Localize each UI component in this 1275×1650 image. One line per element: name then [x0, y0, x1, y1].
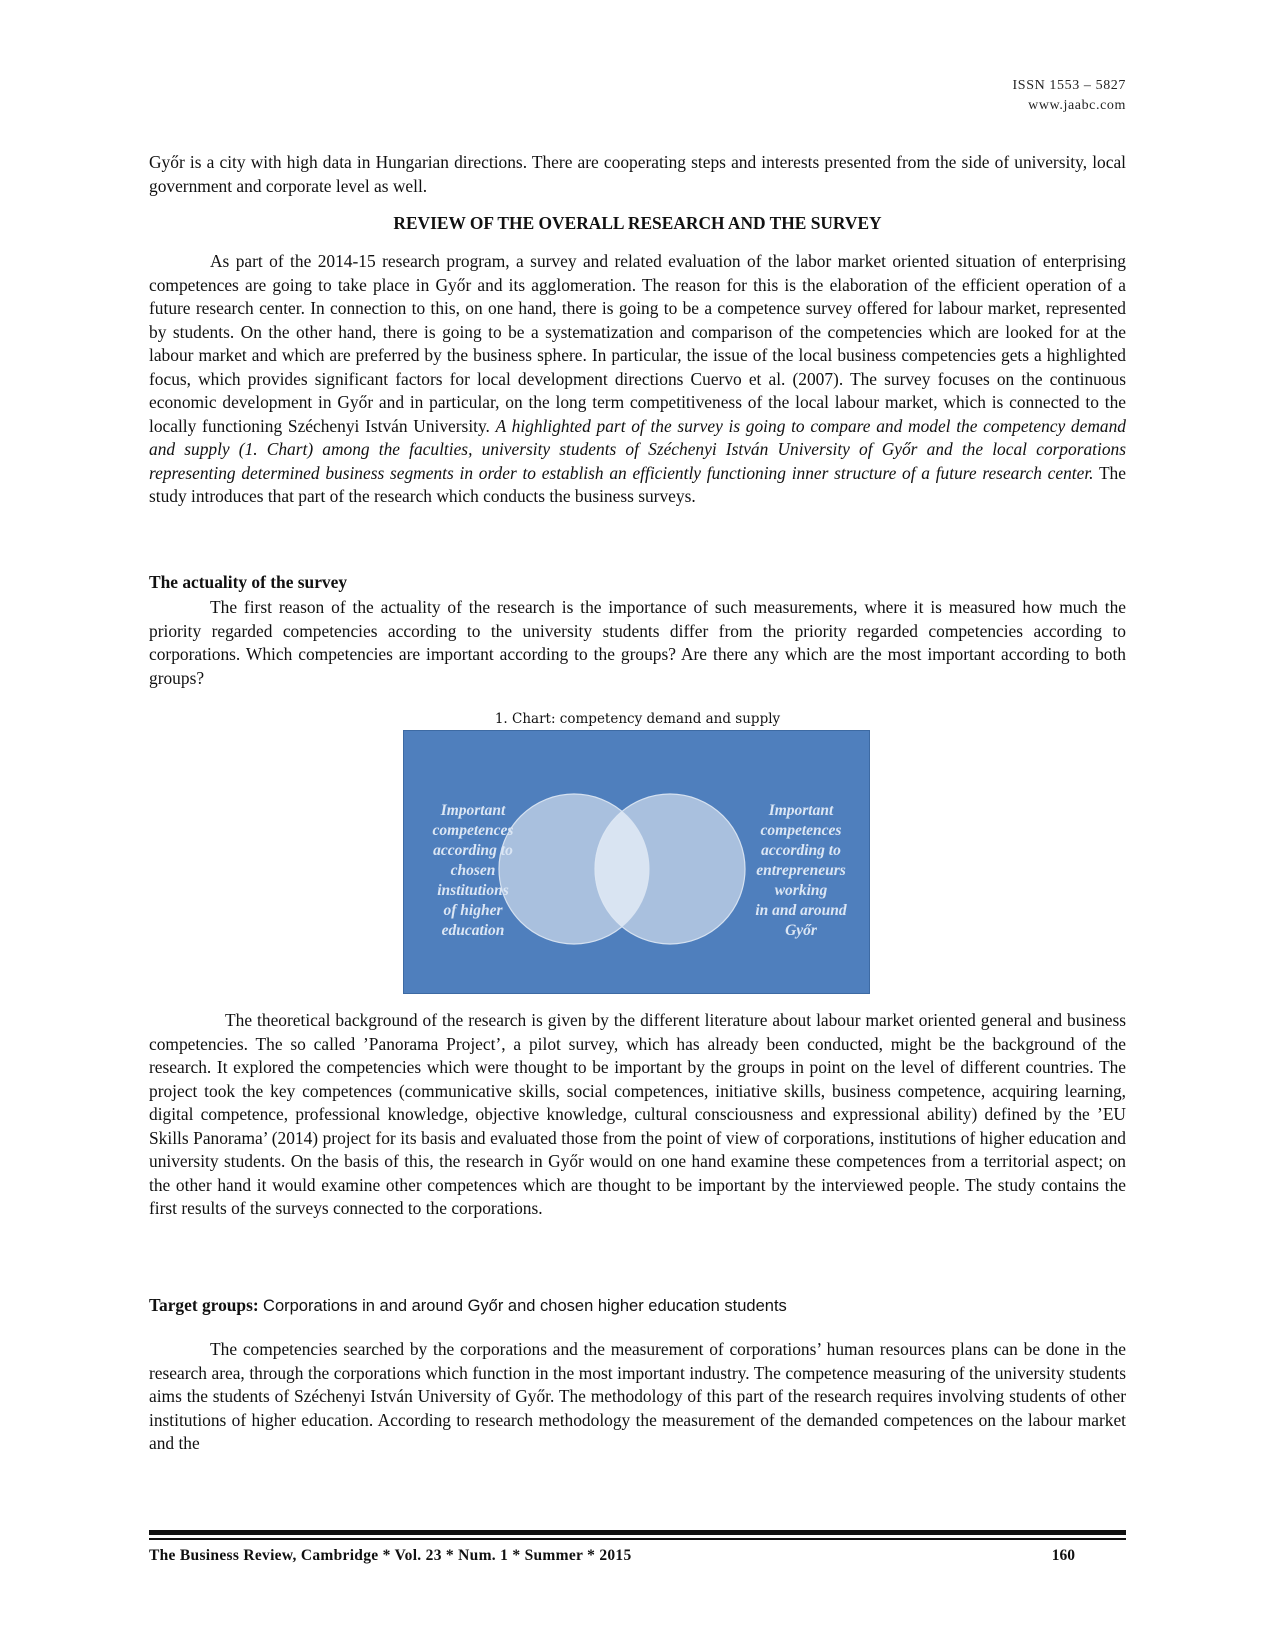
target-groups-label: Target groups: — [149, 1295, 259, 1315]
chart-caption: 1. Chart: competency demand and supply — [494, 711, 781, 727]
review-highlight: A highlighted part of the survey is going to compare and model the competency demand and supply (1. Chart) among the faculties, university students of Széchenyi István University of Győr and the local corporations representing determined business segments in order to establish an efficiently functioning inner structure of a future research center. — [149, 415, 1126, 483]
section-title: REVIEW OF THE OVERALL RESEARCH AND THE SURVEY — [393, 213, 882, 233]
paragraph-methodology: The competencies searched by the corporations and the measurement of corporations’ human resources plans can be done in the research area, through the corporations which function in the most important industry. The competence measuring of the university students aims the students of Széchenyi István University of Győr. The methodology of this part of the research requires involving students of other institutions of higher education. According to research methodology the measurement of the demanded competences on the labour market and the — [149, 1339, 1126, 1453]
paragraph-theory: The theoretical background of the research is given by the different literature about labour market oriented general and business competencies. The so called ’Panorama Project’, a pilot survey, which has already been conducted, might be the background of the research. It explored the competencies which were thought to be important by the groups in point on the level of different countries. The project took the key competences (communicative skills, social competences, initiative skills, business competence, acquiring learning, digital competence, professional knowledge, objective knowledge, cultural consciousness and expressional ability) defined by the ’EU Skills Panorama’ (2014) project for its basis and evaluated those from the point of view of corporations, institutions of higher education and university students. On the basis of this, the research in Győr would on one hand examine these competences from a territorial aspect; on the other hand it would examine other competences which are thought to be important by the interviewed people. The study contains the first results of the surveys connected to the corporations. — [149, 1010, 1126, 1218]
footer-page-number: 160 — [1051, 1547, 1075, 1564]
footer-rule-thick — [149, 1530, 1126, 1535]
venn-diagram — [403, 730, 870, 994]
paragraph-target-groups — [149, 1294, 1126, 1319]
page-header — [1013, 76, 1126, 116]
review-end: The study introduces that part of the research which conducts the business surveys. — [149, 462, 1126, 506]
subheading-actuality: The actuality of the survey — [149, 572, 348, 592]
review-text: As part of the 2014-15 research program, a survey and related evaluation of the labor market oriented situation of enterprising competences are going to take place in Győr and its agglomeration. The reason for this is the elaboration of the efficient operation of a future research center. In connection to this, on one hand, there is going to be a competence survey offered for labour market, represented by students. On the other hand, there is going to be a systematization and comparison of the competencies which are looked for at the labour market and which are preferred by the business sphere. In particular, the issue of the local business competencies gets a highlighted focus, which provides significant factors for local development directions Cuervo et al. (2007). The survey focuses on the continuous economic development in Győr and in particular, on the long term competitiveness of the local labour market, which is connected to the locally functioning Széchenyi István University. — [149, 251, 1126, 436]
venn-right-label: Important competences according to entrepreneurs working in and around Győr — [755, 802, 847, 939]
footer-rule-thin — [149, 1538, 1126, 1540]
issn: ISSN 1553 – 5827 — [1012, 78, 1126, 93]
website: www.jaabc.com — [1028, 98, 1126, 113]
target-groups-text: Corporations in and around Győr and chosen higher education students — [263, 1297, 787, 1315]
footer-journal: The Business Review, Cambridge * Vol. 23 * Num. 1 * Summer * 2015 — [149, 1547, 632, 1564]
paragraph-actuality: The first reason of the actuality of the research is the importance of such measurements, where it is measured how much the priority regarded competencies according to the university students differ from the priority regarded competencies according to corporations. Which competencies are important according to the groups? Are there any which are the most important according to both groups? — [149, 597, 1126, 688]
venn-left-label: Important competences according to chosen institutions of higher education — [432, 802, 514, 939]
paragraph-review — [149, 250, 1126, 509]
paragraph-intro: Győr is a city with high data in Hungarian directions. There are cooperating steps and interests presented from the side of university, local government and corporate level as well. — [149, 152, 1126, 196]
